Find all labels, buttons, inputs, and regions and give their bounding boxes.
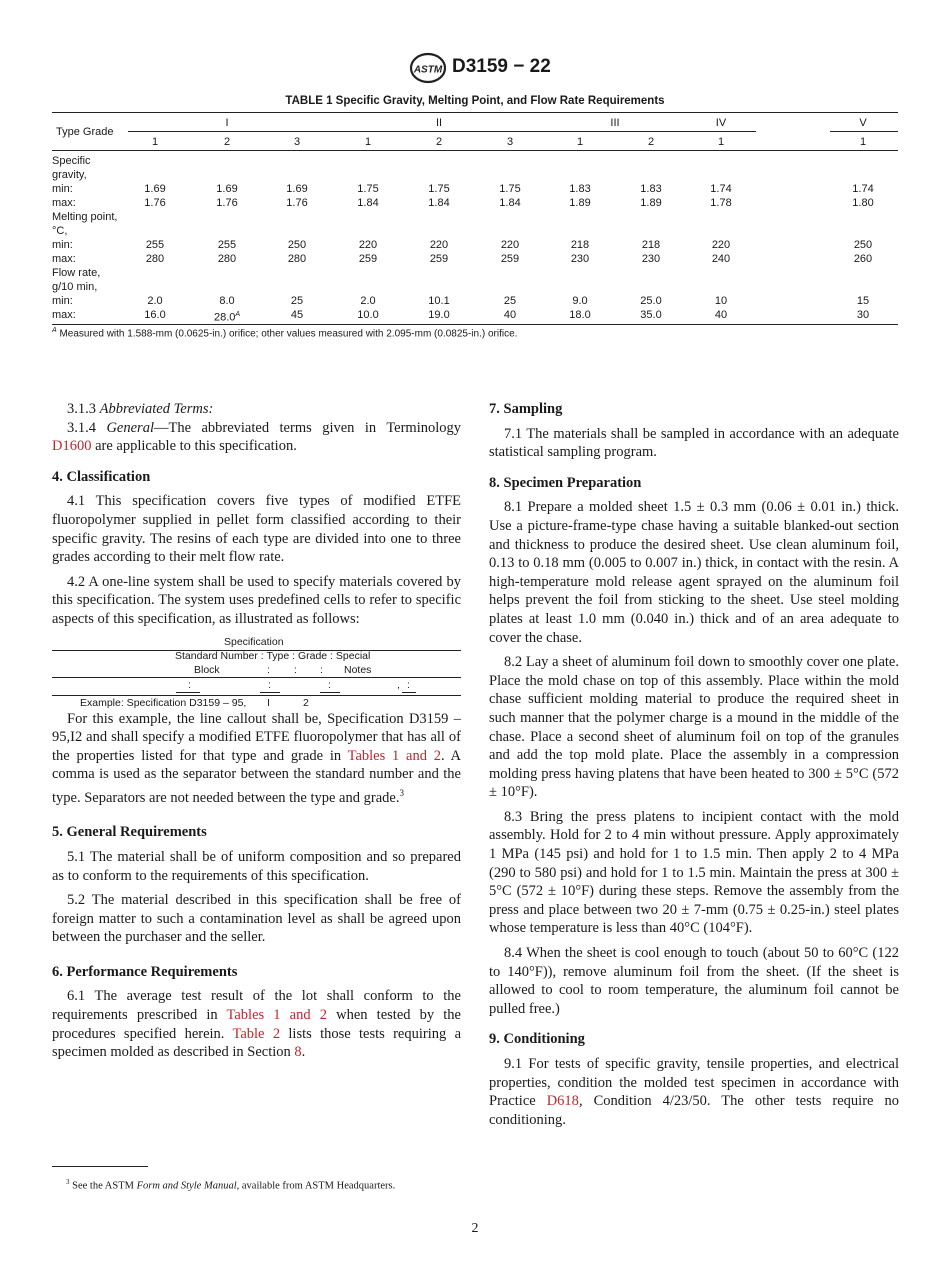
heading-conditioning: 9. Conditioning (489, 1031, 585, 1048)
table-cell: 280 (145, 253, 165, 265)
heading-classification: 4. Classification (52, 468, 151, 485)
row-label: min: (52, 239, 73, 251)
table-cell: 1.75 (499, 183, 521, 195)
grade-header: 3 (506, 136, 514, 148)
table-cell: 10.1 (428, 295, 450, 307)
table-cell: 19.0 (428, 309, 450, 321)
table-cell: 1.84 (428, 197, 450, 209)
paragraph-8-2: 8.2 Lay a sheet of aluminum foil down to smoothly cover one plate. Place the mold chase on top of this assembly. Place within the mold chase sufficient molding material to produce the required sheet in such manner that the polymer charge is a mound in the middle of the chase. Place a second sheet of aluminum foil on top of the granules and add the top mold plate. Place the assembly in a compression molding press having platens that have been heated to 300 ± 5°C (572 ± 10°F). (489, 654, 899, 801)
table-cell: 40 (503, 309, 517, 321)
row-label: Melting point, (52, 211, 118, 223)
table-cell: 1.83 (640, 183, 662, 195)
table-cell: 1.89 (569, 197, 591, 209)
link-table-2[interactable]: Table 2 (232, 1025, 281, 1042)
astm-logo-text: ASTM (413, 64, 443, 76)
left-column (52, 400, 461, 1062)
table-cell: 218 (641, 239, 661, 251)
table-cell: 1.89 (640, 197, 662, 209)
heading-specimen-preparation: 8. Specimen Preparation (489, 474, 642, 491)
spec-title: Specification (224, 635, 284, 648)
paragraph-example: For this example, the line callout shall be, Specification D3159 – 95,I2 and shall specify a modified ETFE fluoropolymer that has all of the properties listed for that type and grade in Tables 1 and 2. A comma is used as the separator between the standard number and the type. Separators are not needed between the type and grade.$^3$ (52, 710, 461, 806)
table-cell: 280 (287, 253, 307, 265)
table-cell: 10 (714, 295, 728, 307)
table-cell: 2.0 (360, 295, 376, 307)
paragraph-7-1: 7.1 The materials shall be sampled in accordance with an adequate statistical sampling program. (489, 425, 899, 461)
table-cell: 30 (856, 309, 870, 321)
grade-header: 3 (293, 136, 301, 148)
type-header: III (610, 117, 620, 129)
paragraph-6-1: 6.1 The average test result of the lot shall conform to the requirements prescribed in Tables 1 and 2 when tested by the procedures specified herein. Table 2 lists those tests requiring a specimen molded as described in Section 8. (52, 988, 462, 1061)
right-column (489, 400, 899, 1129)
grade-header: 2 (223, 136, 231, 148)
grade-header: 1 (717, 136, 725, 148)
type-header: V (859, 117, 867, 129)
paragraph-9-1: 9.1 For tests of specific gravity, tensile properties, and electrical properties, condition the molded test specimen in accordance with Practice D618, Condition 4/23/50. The other tests require no conditioning. (489, 1056, 899, 1128)
link-d618[interactable]: D618 (546, 1093, 579, 1110)
link-tables-1-2[interactable]: Tables 1 and 2 (226, 1007, 327, 1024)
page-header (0, 52, 950, 86)
table-cell: 1.69 (216, 183, 238, 195)
grade-header: 1 (859, 136, 867, 148)
section-3-1-4: 3.1.4 General—The abbreviated terms given in Terminology D1600 are applicable to this specification. (52, 419, 462, 455)
table-cell: 230 (570, 253, 590, 265)
spec-example-grade: 2 (303, 696, 309, 709)
grade-header: 1 (151, 136, 159, 148)
table-cell: 35.0 (640, 309, 662, 321)
table-cell: 2.0 (147, 295, 163, 307)
table-cell: 1.74 (710, 183, 732, 195)
table-cell: 255 (145, 239, 165, 251)
row-label: max: (52, 309, 76, 321)
table-cell: 8.0 (219, 295, 235, 307)
table-title: TABLE 1 Specific Gravity, Melting Point, and Flow Rate Requirements (285, 95, 665, 107)
footnote-3: $^3$ See the ASTM Form and Style Manual, available from ASTM Headquarters. (66, 1178, 396, 1192)
heading-performance-requirements: 6. Performance Requirements (52, 963, 238, 980)
spec-notes-label: Notes (344, 663, 372, 676)
table-cell: 1.80 (852, 197, 874, 209)
footnote-marker: A (235, 311, 241, 318)
spec-example-type: I (267, 696, 270, 709)
row-label: max: (52, 197, 76, 209)
table-cell: 1.84 (357, 197, 379, 209)
table-cell: 9.0 (572, 295, 588, 307)
row-label: gravity, (52, 169, 87, 181)
row-label: °C, (52, 225, 68, 237)
paragraph-4-1: 4.1 This specification covers five types of modified ETFE fluoropolymer supplied in pellet form classified according to their specific gravity. The resins of each type are divided into one to three grades according to their melt flow rate. (52, 493, 461, 566)
heading-general-requirements: 5. General Requirements (52, 824, 207, 841)
paragraph-4-2: 4.2 A one-line system shall be used to specify materials covered by this specification. The system uses predefined cells to refer to specific aspects of this specification, as illustrated as follows: (52, 573, 461, 627)
table-footnote (52, 327, 517, 339)
row-label: min: (52, 183, 73, 195)
table-cell: 255 (217, 239, 237, 251)
table-cell: 250 (287, 239, 307, 251)
table-footnote-text: Measured with 1.588-mm (0.0625-in.) orifice; other values measured with 2.095-mm (0.0825-in.) orifice. (59, 328, 518, 340)
table-cell: 1.78 (710, 197, 732, 209)
type-header: I (225, 117, 229, 129)
paragraph-5-1: 5.1 The material shall be of uniform composition and so prepared as to conform to the requirements of this specification. (52, 848, 461, 884)
paragraph-8-1: 8.1 Prepare a molded sheet 1.5 ± 0.3 mm (0.06 ± 0.01 in.) thick. Use a picture-frame-type chase having a suitable blanked-out section and thickness to produce the desired sheet. Use clean aluminum foil, 0.13 to 0.18 mm (0.005 to 0.007 in.) thick, in contact with the resin. A high-temperature mold release agent sprayed on the aluminum foil helps prevent the foil from sticking to the sheet. Use steel molding plates at least 1.0 mm (0.040 in.) thick and of an area adequate to cover the chase. (489, 499, 899, 646)
table-cell: 1.76 (216, 197, 238, 209)
astm-logo (408, 52, 448, 84)
row-label: max: (52, 253, 76, 265)
grade-header: 2 (435, 136, 443, 148)
heading-sampling: 7. Sampling (489, 401, 563, 417)
paragraph-5-2: 5.2 The material described in this specification shall be free of foreign matter to such a contamination level as shall be agreed upon between the purchaser and the seller. (52, 892, 461, 946)
table-cell: 220 (500, 239, 520, 251)
table-cell: 1.69 (286, 183, 308, 195)
paragraph-8-3: 8.3 Bring the press platens to incipient contact with the mold assembly. Hold for 2 to 4 min without pressure. Apply approximately 1 MPa (145 psi) and hold for 1 to 1.5 min. Then apply 2 to 4 MPa (290 to 580 psi) and hold for 1 to 1.5 min. Maintain the press at 300 ± 5°C (572 ± 10°F) during these steps. Remove the assembly from the press and place between two 20 ± 7-mm (0.75 ± 0.25-in.) steel plates whose temperature is less than 40°C (104°F). (489, 808, 899, 937)
table-cell: 1.75 (357, 183, 379, 195)
table-cell: $28.0^A$ (213, 311, 241, 324)
type-header: IV (715, 117, 727, 129)
table-cell: 230 (641, 253, 661, 265)
footnote-divider (52, 1166, 148, 1167)
table-cell: 240 (711, 253, 731, 265)
link-tables-1-2[interactable]: Tables 1 and 2 (347, 747, 441, 764)
row-label: Flow rate, (52, 267, 101, 279)
table-cell: 1.69 (144, 183, 166, 195)
table-cell: 259 (500, 253, 520, 265)
table-cell: 220 (429, 239, 449, 251)
table-cell: 40 (714, 309, 728, 321)
row-label: Specific (52, 155, 91, 167)
specification-callout-diagram: Specification Standard Number : Type : Grade : Special Block : : : Notes : : : , : Example: Specification D3159 – 95, I 2 (52, 635, 461, 710)
table-cell: 280 (217, 253, 237, 265)
table-cell: 45 (290, 309, 304, 321)
table-cell: 220 (358, 239, 378, 251)
spec-example: Example: Specification D3159 – 95, (80, 696, 247, 709)
row-label: min: (52, 295, 73, 307)
table-cell: 220 (711, 239, 731, 251)
type-grade-label: Type Grade (56, 126, 114, 138)
spec-cells-label: Standard Number : Type : Grade : Special (175, 649, 371, 662)
spec-block-label: Block (194, 663, 220, 676)
abbreviated-terms-heading: Abbreviated Terms: (99, 401, 214, 417)
link-section-8[interactable]: 8 (294, 1044, 302, 1061)
table-cell: 25.0 (640, 295, 662, 307)
footnote-marker: A (52, 327, 57, 334)
document-id: D3159 − 22 (452, 56, 551, 77)
table-cell: 1.84 (499, 197, 521, 209)
footnote-ref-3[interactable]: 3 (399, 787, 404, 798)
table-cell: 1.76 (144, 197, 166, 209)
page-number: 2 (471, 1221, 479, 1236)
table-cell: 260 (853, 253, 873, 265)
table-cell: 1.75 (428, 183, 450, 195)
paragraph-8-4: 8.4 When the sheet is cool enough to touch (about 50 to 60°C (122 to 140°F)), remove aluminum foil from the sheet. (If the sheet is allowed to cool to room temperature, the aluminum foil cannot be pulled free.) (489, 945, 899, 1017)
table-cell: 259 (429, 253, 449, 265)
table-cell: 15 (856, 295, 870, 307)
row-label: g/10 min, (52, 281, 98, 293)
table-cell: 250 (853, 239, 873, 251)
table-cell: 16.0 (144, 309, 166, 321)
table-cell: 25 (503, 295, 517, 307)
link-d1600[interactable]: D1600 (52, 438, 92, 455)
section-3-1-3: 3.1.3 Abbreviated Terms: (67, 401, 214, 417)
table-cell: 259 (358, 253, 378, 265)
table-cell: 218 (570, 239, 590, 251)
type-header: II (435, 117, 443, 129)
grade-header: 1 (576, 136, 584, 148)
grade-header: 1 (364, 136, 372, 148)
table-cell: 18.0 (569, 309, 591, 321)
table-cell: 1.74 (852, 183, 874, 195)
table-cell: 1.76 (286, 197, 308, 209)
grade-header: 2 (647, 136, 655, 148)
table-cell: 1.83 (569, 183, 591, 195)
table-cell: 10.0 (357, 309, 379, 321)
table-cell: 25 (290, 295, 304, 307)
